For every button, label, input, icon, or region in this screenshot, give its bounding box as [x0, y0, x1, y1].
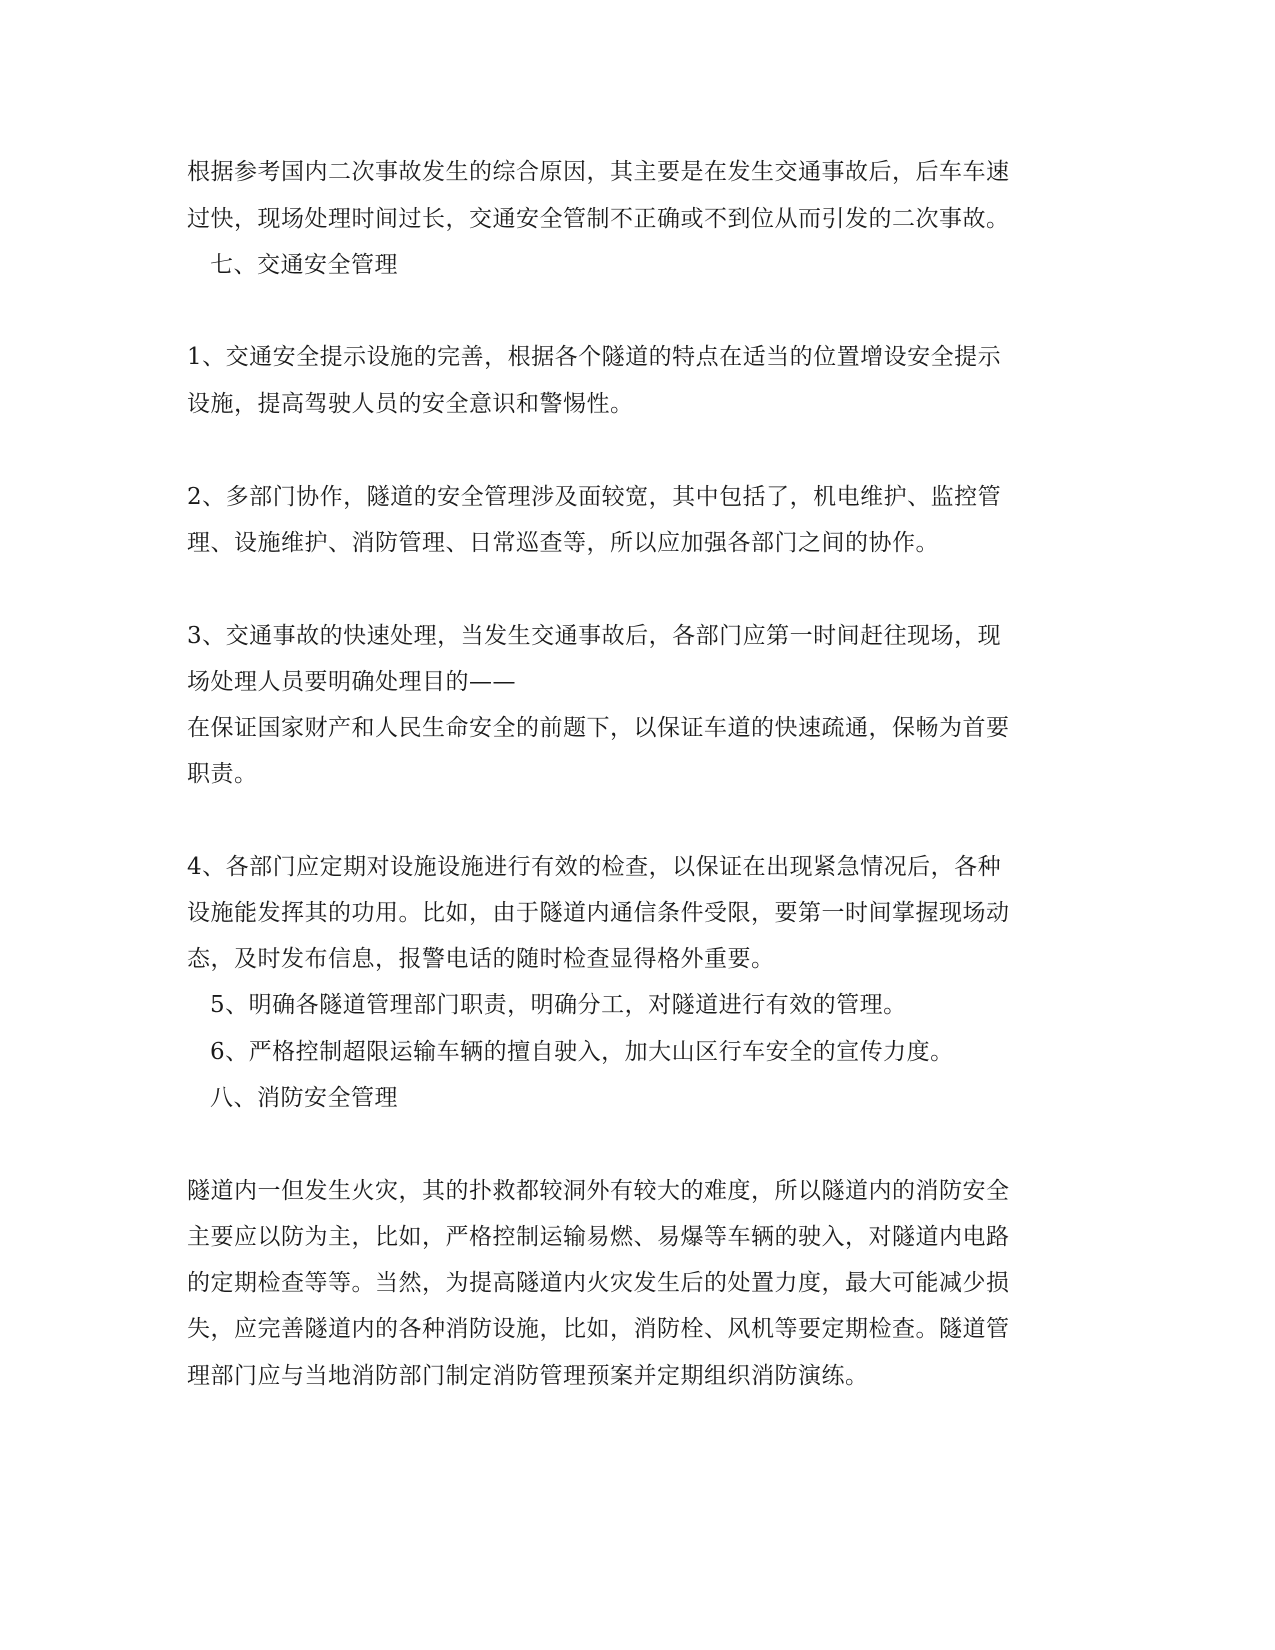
- paragraph-line: 设施能发挥其的功用。比如，由于隧道内通信条件受限，要第一时间掌握现场动: [187, 900, 1010, 926]
- paragraph-line: 隧道内一但发生火灾，其的扑救都较洞外有较大的难度，所以隧道内的消防安全: [187, 1178, 1010, 1204]
- section-heading: 七、交通安全管理: [210, 252, 398, 278]
- paragraph-line: 1、交通安全提示设施的完善，根据各个隧道的特点在适当的位置增设安全提示: [187, 344, 1002, 370]
- paragraph-line: 3、交通事故的快速处理，当发生交通事故后，各部门应第一时间赶往现场，现: [187, 623, 1002, 649]
- paragraph-line: 过快，现场处理时间过长，交通安全管制不正确或不到位从而引发的二次事故。: [187, 206, 1010, 232]
- paragraph-line: 理部门应与当地消防部门制定消防管理预案并定期组织消防演练。: [187, 1363, 869, 1389]
- paragraph-line: 失，应完善隧道内的各种消防设施，比如，消防栓、风机等要定期检查。隧道管: [187, 1316, 1010, 1342]
- paragraph-line: 4、各部门应定期对设施设施进行有效的检查，以保证在出现紧急情况后，各种: [187, 854, 1002, 880]
- paragraph-line: 在保证国家财产和人民生命安全的前题下，以保证车道的快速疏通，保畅为首要: [187, 715, 1010, 741]
- paragraph-line: 根据参考国内二次事故发生的综合原因，其主要是在发生交通事故后，后车车速: [187, 159, 1010, 185]
- paragraph-line: 职责。: [187, 761, 258, 787]
- section-heading: 八、消防安全管理: [210, 1085, 398, 1111]
- paragraph-line: 的定期检查等等。当然，为提高隧道内火灾发生后的处置力度，最大可能减少损: [187, 1270, 1010, 1296]
- paragraph-line: 设施，提高驾驶人员的安全意识和警惕性。: [187, 391, 634, 417]
- paragraph-line: 6、严格控制超限运输车辆的擅自驶入，加大山区行车安全的宣传力度。: [210, 1039, 954, 1065]
- paragraph-line: 态，及时发布信息，报警电话的随时检查显得格外重要。: [187, 946, 775, 972]
- paragraph-line: 场处理人员要明确处理目的——: [187, 669, 516, 695]
- paragraph-line: 5、明确各隧道管理部门职责，明确分工，对隧道进行有效的管理。: [210, 992, 907, 1018]
- paragraph-line: 主要应以防为主，比如，严格控制运输易燃、易爆等车辆的驶入，对隧道内电路: [187, 1224, 1010, 1250]
- paragraph-line: 2、多部门协作，隧道的安全管理涉及面较宽，其中包括了，机电维护、监控管: [187, 484, 1002, 510]
- paragraph-line: 理、设施维护、消防管理、日常巡查等，所以应加强各部门之间的协作。: [187, 530, 939, 556]
